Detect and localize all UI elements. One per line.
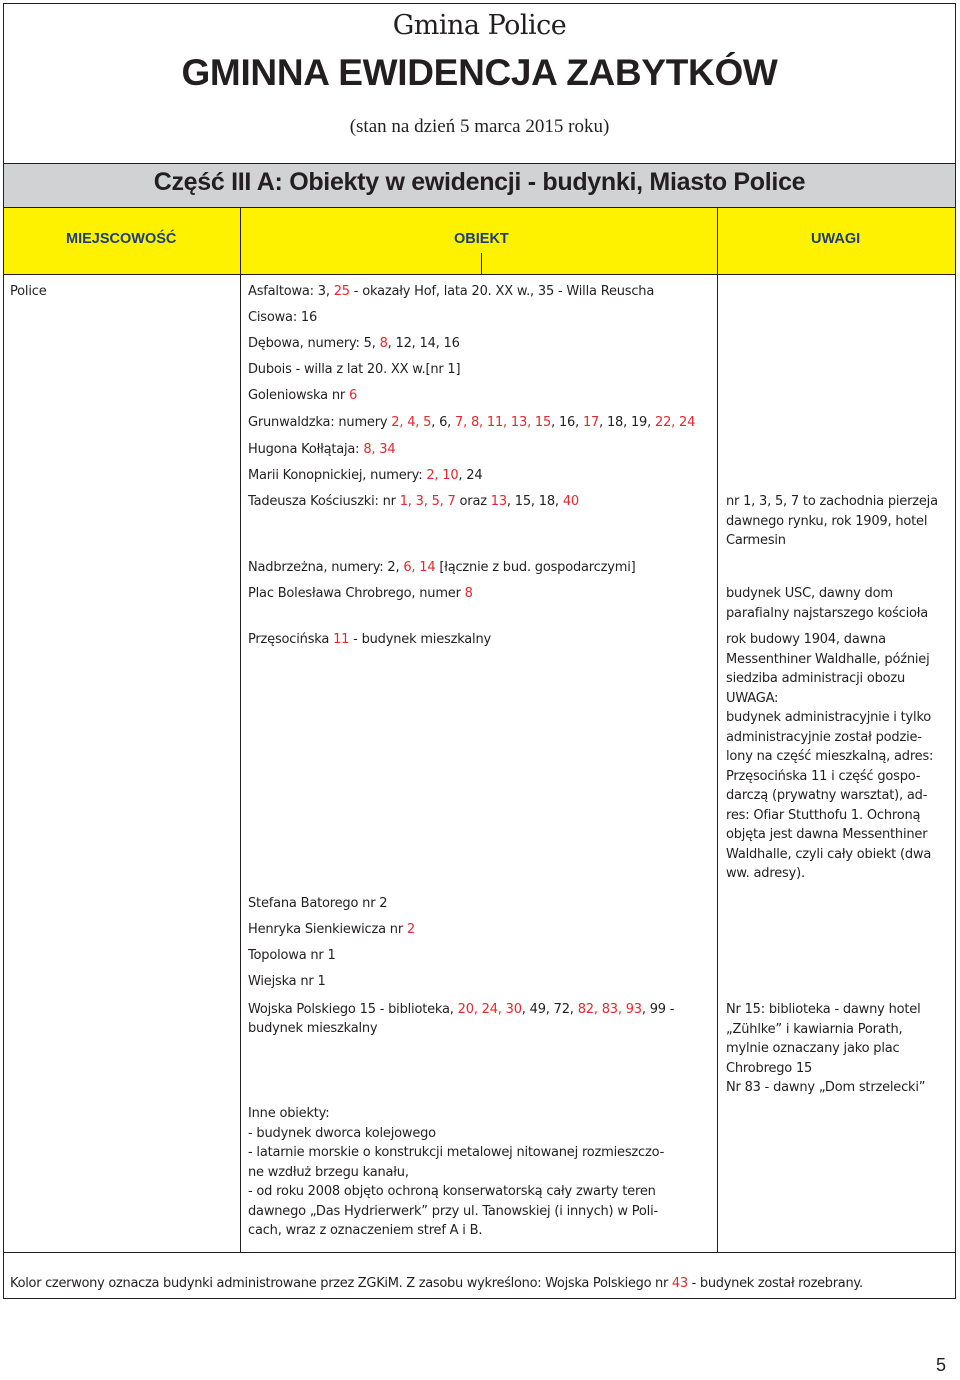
page-subtitle: (stan na dzień 5 marca 2015 roku) <box>349 116 610 137</box>
text-segment: Wiejska nr 1 <box>248 974 326 989</box>
text-segment: , 18, 19, <box>599 415 655 430</box>
red-number: 43 <box>671 1276 688 1291</box>
note-line: nr 1, 3, 5, 7 to zachodnia pierzeja <box>726 494 938 509</box>
text-segment: , 24 <box>458 468 483 483</box>
red-number: 20, 24, 30 <box>457 1002 522 1017</box>
object-row <box>248 466 482 486</box>
object-row <box>248 334 460 354</box>
column-header-uwagi: UWAGI <box>811 231 861 247</box>
divider <box>3 207 956 208</box>
text-segment: Nadbrzeżna, numery: 2, <box>248 560 404 575</box>
text-segment: Hugona Kołłątaja: <box>248 442 364 457</box>
red-number: 40 <box>562 494 579 509</box>
text-segment: budynek mieszkalny <box>248 1021 378 1036</box>
other-objects-line: cach, wraz z oznaczeniem stref A i B. <box>248 1223 483 1238</box>
column-divider <box>240 207 241 1252</box>
text-segment: Wojska Polskiego 15 - biblioteka, <box>248 1002 458 1017</box>
note-line: mylnie oznaczany jako plac <box>726 1041 900 1056</box>
text-segment: Grunwaldzka: numery <box>248 415 392 430</box>
note-line: Carmesin <box>726 533 786 548</box>
column-header-obiekt: OBIEKT <box>454 231 509 247</box>
note-line: Chrobrego 15 <box>726 1060 813 1076</box>
text-segment: , 49, 72, <box>521 1002 578 1017</box>
object-row <box>248 308 317 328</box>
text-segment: Goleniowska nr <box>248 388 349 403</box>
note-line: Messenthiner Waldhalle, później <box>726 651 930 667</box>
text-segment: , 15, 18, <box>506 494 563 509</box>
text-segment: Przęsocińska <box>248 632 334 647</box>
red-number: 2 <box>406 922 415 937</box>
part-title: Część III A: Obiekty w ewidencji - budynki, Miasto Police <box>153 168 806 196</box>
text-segment: Topolowa nr 1 <box>248 948 336 963</box>
object-row <box>248 1000 674 1020</box>
red-number: 22, 24 <box>655 415 696 430</box>
note-line: dawnego rynku, rok 1909, hotel <box>726 513 928 529</box>
text-segment: Asfaltowa: 3, <box>248 284 334 299</box>
note-plac-chrobrego <box>726 584 954 623</box>
note-line: „Zühlke” i kawiarnia Porath, <box>726 1021 903 1037</box>
object-row <box>248 630 491 650</box>
other-objects-line: - latarnie morskie o konstrukcji metalowej nitowanej rozmieszczo- <box>248 1145 665 1160</box>
object-row <box>248 492 579 512</box>
object-row <box>248 946 336 966</box>
text-segment: , 16, <box>551 415 583 430</box>
red-number: 2, 4, 5 <box>391 415 432 430</box>
text-segment: Dubois - willa z lat 20. XX w.[nr 1] <box>248 362 461 377</box>
text-segment: Dębowa, numery: 5, <box>248 336 380 351</box>
note-line: objęta jest dawna Messenthiner <box>726 827 928 842</box>
object-row <box>248 920 415 940</box>
column-header-miejscowosc: MIEJSCOWOŚĆ <box>66 231 177 247</box>
text-segment: , 6, <box>431 415 456 430</box>
note-line: ww. adresy). <box>726 866 805 881</box>
other-objects-line: - budynek dworca kolejowego <box>248 1126 436 1141</box>
divider <box>3 274 956 275</box>
object-row <box>248 413 695 433</box>
text-segment: Plac Bolesława Chrobrego, numer <box>248 586 465 601</box>
note-line: Przęsocińska 11 i część gospo- <box>726 768 921 784</box>
note-line: budynek administracyjnie i tylko <box>726 710 932 725</box>
red-number: 1, 3, 5, 7 <box>399 494 456 509</box>
object-row <box>248 386 357 406</box>
note-line: UWAGA: <box>726 690 779 706</box>
note-przesocinska <box>726 630 954 884</box>
object-row <box>248 360 460 380</box>
note-line: budynek USC, dawny dom <box>726 586 893 601</box>
other-objects-line: ne wzdłuż brzegu kanału, <box>248 1165 409 1180</box>
place-name: Police <box>10 284 47 299</box>
object-row <box>248 558 635 578</box>
text-segment: , 99 - <box>641 1002 675 1017</box>
red-number: 2, 10 <box>426 468 459 483</box>
note-line: Waldhalle, czyli cały obiekt (dwa <box>726 846 932 862</box>
red-number: 8, 34 <box>363 442 396 457</box>
text-segment: - budynek został rozebrany. <box>687 1276 863 1291</box>
text-segment: Henryka Sienkiewicza nr <box>248 922 407 937</box>
other-objects-heading: Inne obiekty: <box>248 1106 330 1121</box>
note-line: administracyjnie został podzie- <box>726 729 922 745</box>
note-line: rok budowy 1904, dawna <box>726 632 886 647</box>
note-line: parafialny najstarszego kościoła <box>726 605 929 621</box>
red-number: 13 <box>490 494 507 509</box>
note-line: darczą (prywatny warsztat), ad- <box>726 788 928 803</box>
red-number: 8 <box>379 336 388 351</box>
page-number: 5 <box>936 1355 947 1375</box>
text-segment: - budynek mieszkalny <box>349 632 492 647</box>
note-wojska-polskiego <box>726 1000 954 1098</box>
column-divider <box>717 207 718 1252</box>
object-row <box>248 1019 377 1039</box>
object-row <box>248 282 654 302</box>
red-number: 82, 83, 93 <box>577 1002 642 1017</box>
red-number: 7, 8, 11, 13, 15 <box>455 415 552 430</box>
note-line: lony na część mieszkalną, adres: <box>726 749 934 764</box>
gmina-name: Gmina Police <box>392 10 567 41</box>
object-row <box>248 972 326 992</box>
red-number: 17 <box>582 415 600 430</box>
object-row <box>248 894 387 914</box>
object-row <box>248 584 473 604</box>
header-tick <box>481 253 482 274</box>
text-segment: Kolor czerwony oznacza budynki administrowane przez ZGKiM. Z zasobu wykreślono: Wojska Polskiego nr <box>10 1276 672 1291</box>
red-number: 11 <box>333 632 350 647</box>
text-segment: [łącznie z bud. gospodarczymi] <box>435 560 636 575</box>
note-koscuszki <box>726 492 954 551</box>
red-number: 8 <box>464 586 473 601</box>
object-row <box>248 440 395 460</box>
note-line: Nr 83 - dawny „Dom strzelecki” <box>726 1080 926 1095</box>
text-segment: - okazały Hof, lata 20. XX w., 35 - Willa Reuscha <box>349 284 655 299</box>
text-segment: Tadeusza Kościuszki: nr <box>248 494 400 509</box>
text-segment: Cisowa: 16 <box>248 310 318 325</box>
page-title: GMINNA EWIDENCJA ZABYTKÓW <box>181 52 778 93</box>
other-objects-line: - od roku 2008 objęto ochroną konserwatorską cały zwarty teren <box>248 1184 656 1199</box>
other-objects-line: dawnego „Das Hydrierwerk” przy ul. Tanowskiej (i innych) w Poli- <box>248 1204 658 1219</box>
note-line: siedziba administracji obozu <box>726 671 906 686</box>
footer-legend <box>10 1276 863 1291</box>
note-line: Nr 15: biblioteka - dawny hotel <box>726 1002 921 1017</box>
divider <box>3 163 956 164</box>
divider <box>3 1252 956 1253</box>
note-line: res: Ofiar Stutthofu 1. Ochroną <box>726 807 921 823</box>
text-segment: oraz <box>455 494 491 509</box>
red-number: 6, 14 <box>403 560 436 575</box>
red-number: 6 <box>348 388 358 403</box>
text-segment: Stefana Batorego nr 2 <box>248 896 388 911</box>
text-segment: Marii Konopnickiej, numery: <box>248 468 427 483</box>
text-segment: , 12, 14, 16 <box>387 336 460 351</box>
red-number: 25 <box>333 284 350 299</box>
